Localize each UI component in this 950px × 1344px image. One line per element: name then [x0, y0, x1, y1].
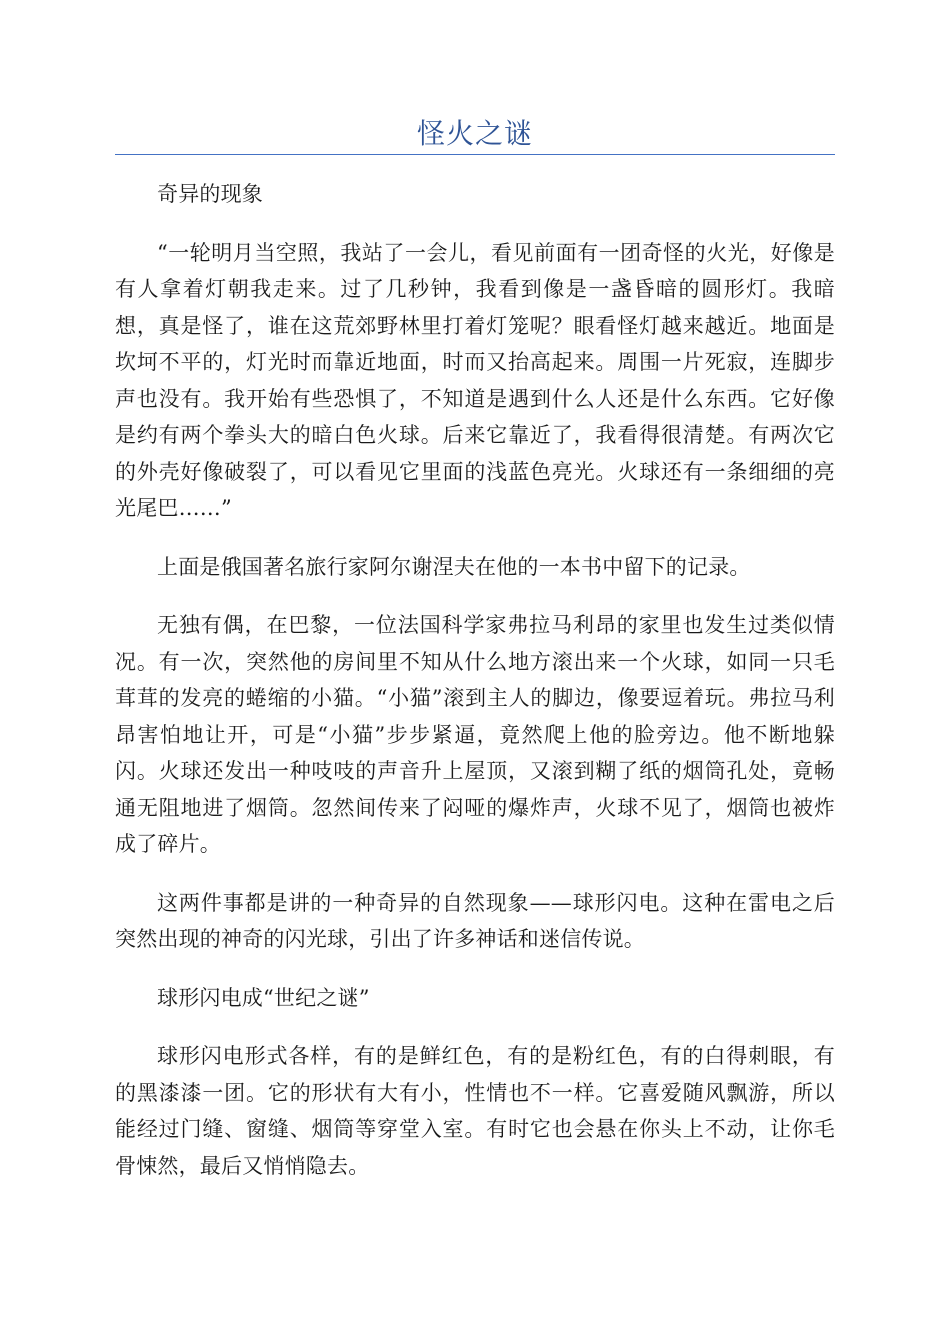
section-heading-century-mystery: 球形闪电成“世纪之谜”: [157, 985, 370, 1010]
paragraph-source-note: 上面是俄国著名旅行家阿尔谢涅夫在他的一本书中留下的记录。: [157, 554, 751, 579]
paragraph-quote-record: “一轮明月当空照，我站了一会儿，看见前面有一团奇怪的火光，好像是有人拿着灯朝我走来。过了几秒钟，我看到像是一盏昏暗的圆形灯。我暗想，真是怪了，谁在这荒郊野林里打着灯笼呢？眼看怪灯越来越近。地面是坎坷不平的，灯光时而靠近地面，时而又抬高起来。周围一片死寂，连脚步声也没有。我开始有些恐惧了，不知道是遇到什么人还是什么东西。它好像是约有两个拳头大的暗白色火球。后来它靠近了，我看得很清楚。有两次它的外壳好像破裂了，可以看见它里面的浅蓝色亮光。火球还有一条细细的亮光尾巴……”: [115, 240, 835, 520]
paragraph-ball-lightning-intro: 这两件事都是讲的一种奇异的自然现象——球形闪电。这种在雷电之后突然出现的神奇的闪光球，引出了许多神话和迷信传说。: [115, 890, 835, 951]
title-underline: [115, 154, 835, 155]
paragraph-forms-description: 球形闪电形式各样，有的是鲜红色，有的是粉红色，有的白得刺眼，有的黑漆漆一团。它的形状有大有小，性情也不一样。它喜爱随风飘游，所以能经过门缝、窗缝、烟筒等穿堂入室。有时它也会悬在你头上不动，让你毛骨悚然，最后又悄悄隐去。: [115, 1044, 835, 1178]
section-heading-strange-phenomenon: 奇异的现象: [157, 182, 263, 206]
document-title: 怪火之谜: [416, 117, 533, 150]
paragraph-paris-case: 无独有偶，在巴黎，一位法国科学家弗拉马利昂的家里也发生过类似情况。有一次，突然他的房间里不知从什么地方滚出来一个火球，如同一只毛茸茸的发亮的蜷缩的小猫。“小猫”滚到主人的脚边，像要逗着玩。弗拉马利昂害怕地让开，可是“小猫”步步紧逼，竟然爬上他的脸旁边。他不断地躲闪。火球还发出一种吱吱的声音升上屋顶，又滚到糊了纸的烟筒孔处，竟畅通无阻地进了烟筒。忽然间传来了闷哑的爆炸声，火球不见了，烟筒也被炸成了碎片。: [115, 613, 835, 856]
document-body: [115, 176, 835, 1206]
